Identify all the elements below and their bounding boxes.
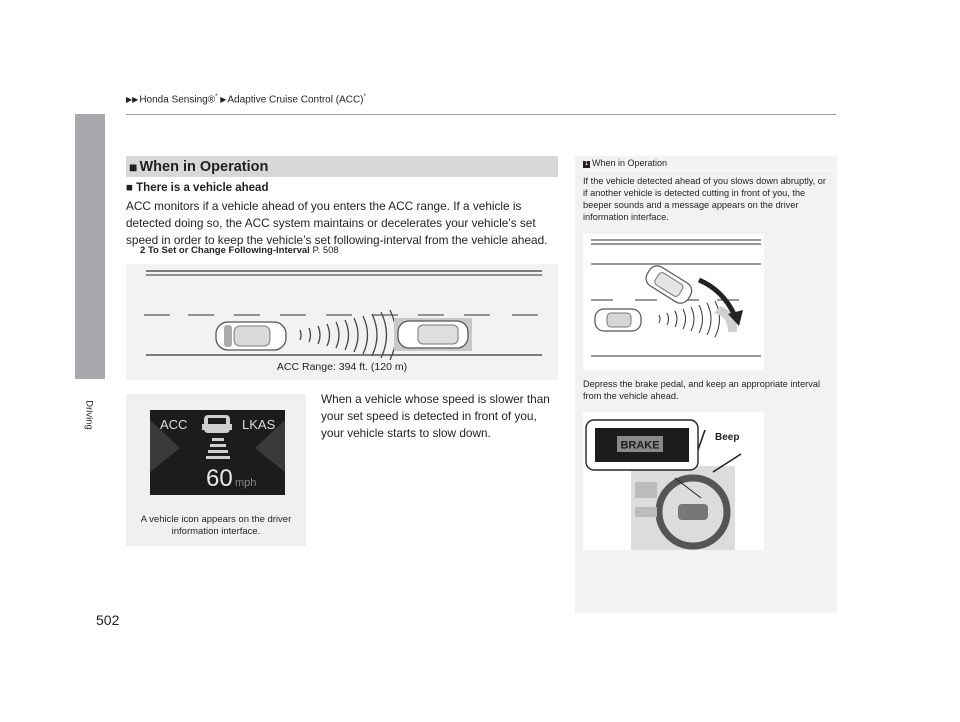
instrument-display-illustration bbox=[150, 410, 285, 495]
note-divider bbox=[583, 170, 837, 171]
vehicle-ahead-icon bbox=[394, 318, 472, 351]
chapter-tab bbox=[75, 114, 105, 379]
subheading-text: There is a vehicle ahead bbox=[136, 182, 269, 194]
note-heading bbox=[583, 158, 667, 168]
note-paragraph-2: Depress the brake pedal, and keep an appropriate interval from the vehicle ahead. bbox=[583, 379, 820, 401]
section-header bbox=[126, 156, 558, 177]
note-heading-text: When in Operation bbox=[592, 158, 668, 168]
breadcrumb-part-acc[interactable]: Adaptive Cruise Control (ACC) bbox=[227, 94, 364, 106]
section-marker-icon: ■ bbox=[129, 158, 138, 175]
cross-reference[interactable] bbox=[140, 245, 339, 256]
breadcrumb-asterisk: * bbox=[215, 94, 218, 100]
subheading-marker-icon: ■ bbox=[126, 182, 133, 194]
own-car-icon bbox=[216, 322, 286, 350]
own-car-icon bbox=[595, 309, 641, 331]
header-divider bbox=[126, 114, 836, 115]
breadcrumb bbox=[126, 94, 366, 105]
cut-in-illustration bbox=[583, 234, 764, 370]
breadcrumb-arrow-icon: ▶▶ bbox=[126, 95, 139, 105]
acc-range-caption: ACC Range: 394 ft. (120 m) bbox=[276, 361, 408, 373]
acc-indicator: ACC bbox=[160, 417, 188, 432]
lkas-indicator: LKAS bbox=[242, 417, 276, 432]
breadcrumb-arrow-icon: ▶ bbox=[220, 95, 227, 105]
breadcrumb-asterisk: * bbox=[363, 94, 366, 100]
cut-in-figure bbox=[583, 234, 764, 370]
set-speed: 60 bbox=[206, 465, 233, 492]
breadcrumb-part-honda-sensing[interactable]: Honda Sensing® bbox=[139, 94, 216, 106]
brake-warning-illustration bbox=[583, 412, 764, 550]
subheading bbox=[126, 182, 268, 194]
radar-waves-icon bbox=[300, 310, 396, 360]
chapter-label bbox=[79, 395, 99, 435]
brake-warning-figure bbox=[583, 412, 764, 550]
brake-warning-label: BRAKE bbox=[620, 439, 660, 452]
distance-bars-icon bbox=[206, 438, 230, 459]
body-paragraph: ACC monitors if a vehicle ahead of you enters the ACC range. If a vehicle is detected doing so, the ACC system maintains or decelerates your vehicle’s set speed in order to keep the vehicle’s set following-interval from the vehicle ahead. bbox=[126, 199, 548, 247]
cross-ref-page: P. 508 bbox=[312, 245, 339, 256]
beep-label: Beep bbox=[715, 432, 740, 443]
vehicle-icon bbox=[202, 415, 232, 433]
cross-ref-arrow-icon: 2 bbox=[140, 245, 146, 256]
panel-caption: A vehicle icon appears on the driver information interface. bbox=[140, 514, 292, 537]
cross-ref-link[interactable]: To Set or Change Following-Interval bbox=[147, 245, 310, 256]
speed-unit: mph bbox=[235, 477, 257, 489]
slow-down-paragraph: When a vehicle whose speed is slower than your set speed is detected in front of you, your vehicle starts to slow down. bbox=[321, 392, 550, 440]
note-paragraph-1: If the vehicle detected ahead of you slows down abruptly, or if another vehicle is detected cutting in front of you, the beeper sounds and a message appears on the driver information interface. bbox=[583, 176, 826, 222]
page-number: 502 bbox=[96, 612, 120, 628]
radar-waves-icon bbox=[659, 301, 720, 337]
chapter-label-text: Driving bbox=[83, 400, 95, 430]
driver-information-interface bbox=[150, 410, 285, 495]
section-title: When in Operation bbox=[139, 158, 269, 175]
note-marker-icon: 1 bbox=[584, 161, 589, 167]
